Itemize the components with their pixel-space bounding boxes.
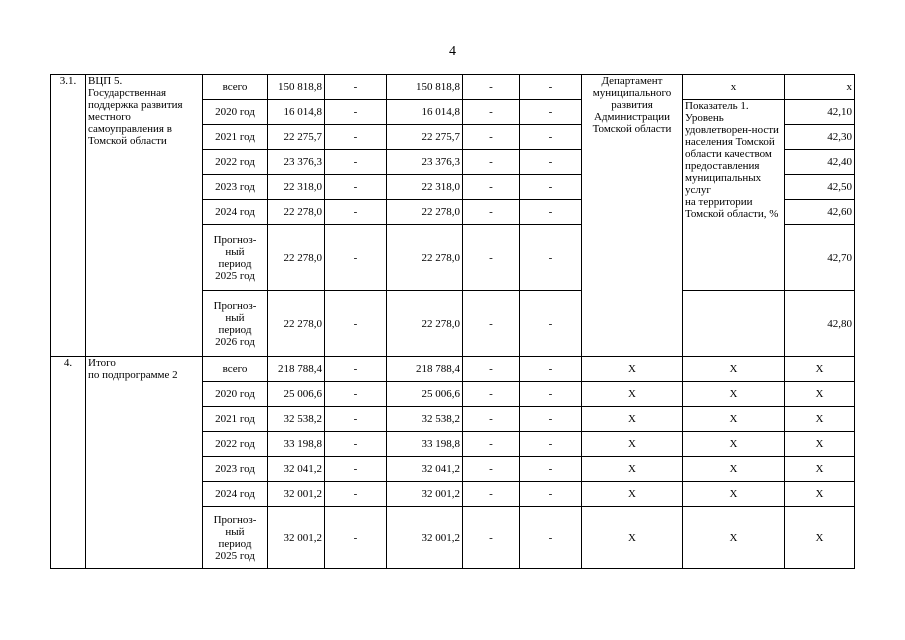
row-number: 3.1. — [51, 75, 86, 357]
table-body — [51, 75, 855, 569]
indicator-value-cell: Х — [785, 507, 855, 569]
local-cell: - — [463, 457, 520, 482]
table-row — [51, 75, 855, 100]
period-cell: 2020 год — [203, 100, 268, 125]
indicator-value-cell: 42,40 — [785, 150, 855, 175]
regional-cell: 218 788,4 — [387, 357, 463, 382]
indicator-value-cell: Х — [785, 482, 855, 507]
federal-cell: - — [325, 482, 387, 507]
indicator-value-cell: Х — [785, 407, 855, 432]
period-cell: Прогноз- ный период 2026 год — [203, 291, 268, 357]
regional-cell: 22 318,0 — [387, 175, 463, 200]
department-cell: Х — [582, 432, 683, 457]
local-cell: - — [463, 225, 520, 291]
indicator-value-cell: 42,70 — [785, 225, 855, 291]
local-cell: - — [463, 100, 520, 125]
period-cell: всего — [203, 75, 268, 100]
indicator-header-cell: х — [683, 75, 785, 100]
regional-cell: 32 538,2 — [387, 407, 463, 432]
regional-cell: 33 198,8 — [387, 432, 463, 457]
indicator-value-cell: 42,50 — [785, 175, 855, 200]
extra-cell: - — [520, 432, 582, 457]
period-cell: всего — [203, 357, 268, 382]
indicator-value-cell: 42,10 — [785, 100, 855, 125]
extra-cell: - — [520, 482, 582, 507]
local-cell: - — [463, 382, 520, 407]
period-cell: 2022 год — [203, 150, 268, 175]
total-cell: 22 278,0 — [268, 225, 325, 291]
department-cell: Департамент муниципального развития Администрации Томской области — [582, 75, 683, 357]
extra-cell: - — [520, 507, 582, 569]
extra-cell: - — [520, 175, 582, 200]
local-cell: - — [463, 150, 520, 175]
period-cell: 2021 год — [203, 125, 268, 150]
total-cell: 22 278,0 — [268, 200, 325, 225]
federal-cell: - — [325, 150, 387, 175]
federal-cell: - — [325, 200, 387, 225]
indicator-value-cell: Х — [785, 382, 855, 407]
federal-cell: - — [325, 432, 387, 457]
total-cell: 25 006,6 — [268, 382, 325, 407]
period-cell: 2023 год — [203, 175, 268, 200]
local-cell: - — [463, 175, 520, 200]
total-cell: 32 001,2 — [268, 482, 325, 507]
extra-cell: - — [520, 457, 582, 482]
total-cell: 22 275,7 — [268, 125, 325, 150]
indicator-value-cell: 42,60 — [785, 200, 855, 225]
regional-cell: 150 818,8 — [387, 75, 463, 100]
department-cell: Х — [582, 382, 683, 407]
regional-cell: 23 376,3 — [387, 150, 463, 175]
page-number: 4 — [449, 44, 456, 59]
total-cell: 16 014,8 — [268, 100, 325, 125]
total-cell: 218 788,4 — [268, 357, 325, 382]
regional-cell: 22 275,7 — [387, 125, 463, 150]
regional-cell: 22 278,0 — [387, 225, 463, 291]
extra-cell: - — [520, 382, 582, 407]
local-cell: - — [463, 507, 520, 569]
total-cell: 22 318,0 — [268, 175, 325, 200]
department-cell: Х — [582, 407, 683, 432]
extra-cell: - — [520, 150, 582, 175]
local-cell: - — [463, 125, 520, 150]
total-cell: 33 198,8 — [268, 432, 325, 457]
indicator-cell: Х — [683, 482, 785, 507]
indicator-value-cell: х — [785, 75, 855, 100]
total-cell: 32 041,2 — [268, 457, 325, 482]
indicator-value-cell: 42,80 — [785, 291, 855, 357]
period-cell: 2020 год — [203, 382, 268, 407]
department-cell: Х — [582, 482, 683, 507]
extra-cell: - — [520, 357, 582, 382]
extra-cell: - — [520, 407, 582, 432]
indicator-cell: Х — [683, 457, 785, 482]
regional-cell: 32 041,2 — [387, 457, 463, 482]
federal-cell: - — [325, 507, 387, 569]
period-cell: Прогноз- ный период 2025 год — [203, 507, 268, 569]
total-cell: 22 278,0 — [268, 291, 325, 357]
indicator-cell: Х — [683, 382, 785, 407]
extra-cell: - — [520, 225, 582, 291]
total-cell: 150 818,8 — [268, 75, 325, 100]
federal-cell: - — [325, 457, 387, 482]
extra-cell: - — [520, 200, 582, 225]
extra-cell: - — [520, 100, 582, 125]
table-row — [51, 357, 855, 382]
period-cell: 2024 год — [203, 200, 268, 225]
period-cell: 2023 год — [203, 457, 268, 482]
federal-cell: - — [325, 225, 387, 291]
indicator-value-cell: Х — [785, 432, 855, 457]
regional-cell: 32 001,2 — [387, 507, 463, 569]
period-cell: 2024 год — [203, 482, 268, 507]
local-cell: - — [463, 432, 520, 457]
federal-cell: - — [325, 125, 387, 150]
regional-cell: 22 278,0 — [387, 200, 463, 225]
total-cell: 32 001,2 — [268, 507, 325, 569]
federal-cell: - — [325, 357, 387, 382]
total-cell: 32 538,2 — [268, 407, 325, 432]
period-cell: 2022 год — [203, 432, 268, 457]
regional-cell: 22 278,0 — [387, 291, 463, 357]
row-number: 4. — [51, 357, 86, 569]
subprogram-table — [50, 74, 855, 569]
federal-cell: - — [325, 175, 387, 200]
program-name: Итого по подпрограмме 2 — [86, 357, 203, 569]
department-cell: Х — [582, 507, 683, 569]
extra-cell: - — [520, 291, 582, 357]
regional-cell: 25 006,6 — [387, 382, 463, 407]
indicator-cell: Показатель 1. Уровень удовлетворен-ности населения Томской области качеством предоставления муниципальных услуг на территории Томской области, % — [683, 100, 785, 291]
total-cell: 23 376,3 — [268, 150, 325, 175]
extra-cell: - — [520, 125, 582, 150]
local-cell: - — [463, 357, 520, 382]
local-cell: - — [463, 482, 520, 507]
department-cell: Х — [582, 457, 683, 482]
indicator-cell: Х — [683, 507, 785, 569]
indicator-cell: Х — [683, 407, 785, 432]
extra-cell: - — [520, 75, 582, 100]
indicator-value-cell: Х — [785, 457, 855, 482]
regional-cell: 16 014,8 — [387, 100, 463, 125]
indicator-value-cell: 42,30 — [785, 125, 855, 150]
federal-cell: - — [325, 100, 387, 125]
regional-cell: 32 001,2 — [387, 482, 463, 507]
period-cell: 2021 год — [203, 407, 268, 432]
federal-cell: - — [325, 291, 387, 357]
local-cell: - — [463, 407, 520, 432]
indicator-cell: Х — [683, 432, 785, 457]
local-cell: - — [463, 291, 520, 357]
period-cell: Прогноз- ный период 2025 год — [203, 225, 268, 291]
federal-cell: - — [325, 75, 387, 100]
indicator-cell: Х — [683, 357, 785, 382]
indicator-value-cell: Х — [785, 357, 855, 382]
local-cell: - — [463, 75, 520, 100]
empty-indicator-cell — [683, 291, 785, 357]
local-cell: - — [463, 200, 520, 225]
department-cell: Х — [582, 357, 683, 382]
program-name: ВЦП 5. Государственная поддержка развития местного самоуправления в Томской области — [86, 75, 203, 357]
federal-cell: - — [325, 382, 387, 407]
federal-cell: - — [325, 407, 387, 432]
